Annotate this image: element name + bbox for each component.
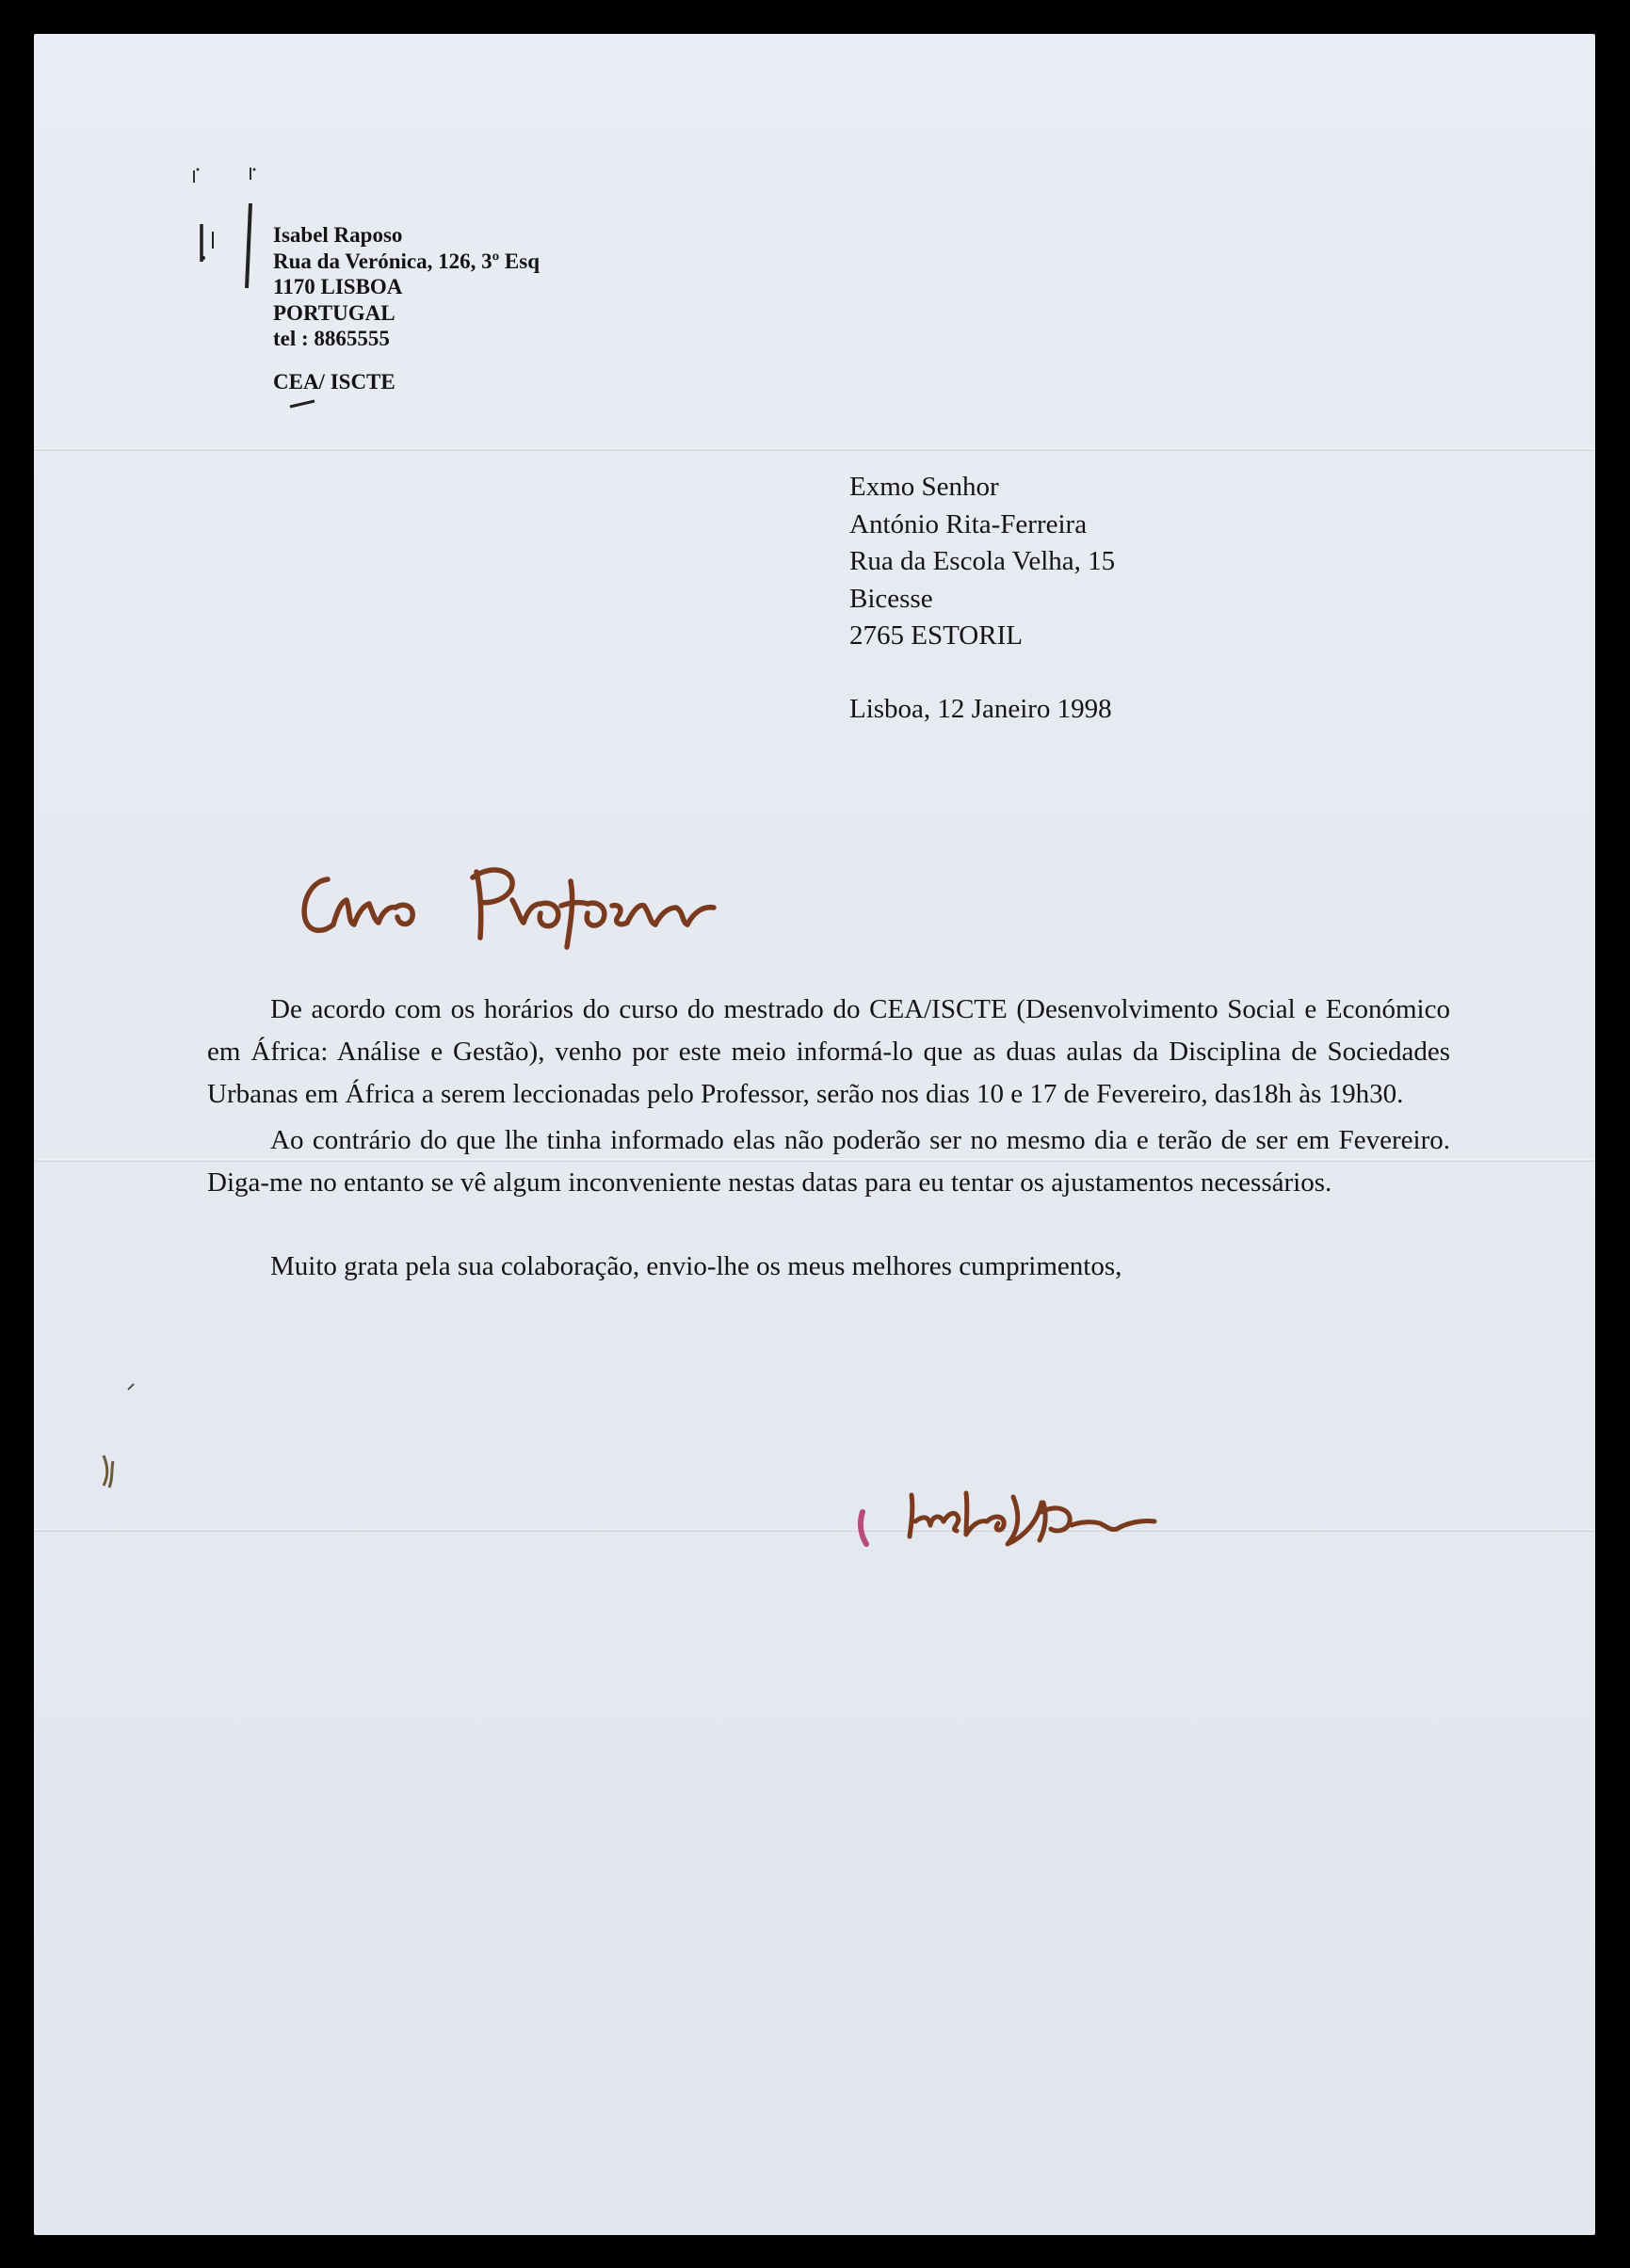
recipient-salutation: Exmo Senhor [849,472,999,502]
recipient-locality: Bicesse [849,583,933,614]
sender-organization: CEA/ ISCTE [273,369,395,394]
body-paragraph-2: Ao contrário do que lhe tinha informado elas não poderão ser no mesmo dia e terão de ser em Fevereiro. Diga-me no entanto se vê algum inconveniente nestas datas para eu tentar os ajustamentos necessários. [207,1125,1450,1198]
sender-country: PORTUGAL [273,300,395,325]
ink-speck [90,1380,147,1512]
letter-page [34,34,1595,2235]
sender-name: Isabel Raposo [273,223,403,247]
recipient-name: António Rita-Ferreira [849,508,1088,539]
recipient-address [849,469,1115,728]
fold-crease [34,448,1595,451]
body-paragraph-1: De acordo com os horários do curso do mestrado do CEA/ISCTE (Desenvolvimento Social e Económico em África: Análise e Gestão), venho por este meio informá-lo que as duas aulas da Disciplina de Sociedades Urbanas em África a serem leccionadas pelo Professor, serão nos dias 10 e 17 de Fevereiro, das18h às 19h30. [207,994,1450,1109]
handwritten-signature [825,1474,1296,1559]
sender-street: Rua da Verónica, 126, 3º Esq [273,249,541,273]
handwritten-greeting [288,844,815,957]
closing-line: Muito grata pela sua colaboração, envio-lhe os meus melhores cumprimentos, [270,1251,1122,1281]
recipient-city: 2765 ESTORIL [849,620,1023,651]
sender-phone: tel : 8865555 [273,327,390,350]
sender-address [273,222,540,394]
fold-crease [34,1529,1595,1532]
letter-date: Lisboa, 12 Janeiro 1998 [849,693,1112,724]
sender-city: 1170 LISBOA [273,275,403,298]
letter-body [207,989,1450,1288]
recipient-street: Rua da Escola Velha, 15 [849,546,1116,576]
